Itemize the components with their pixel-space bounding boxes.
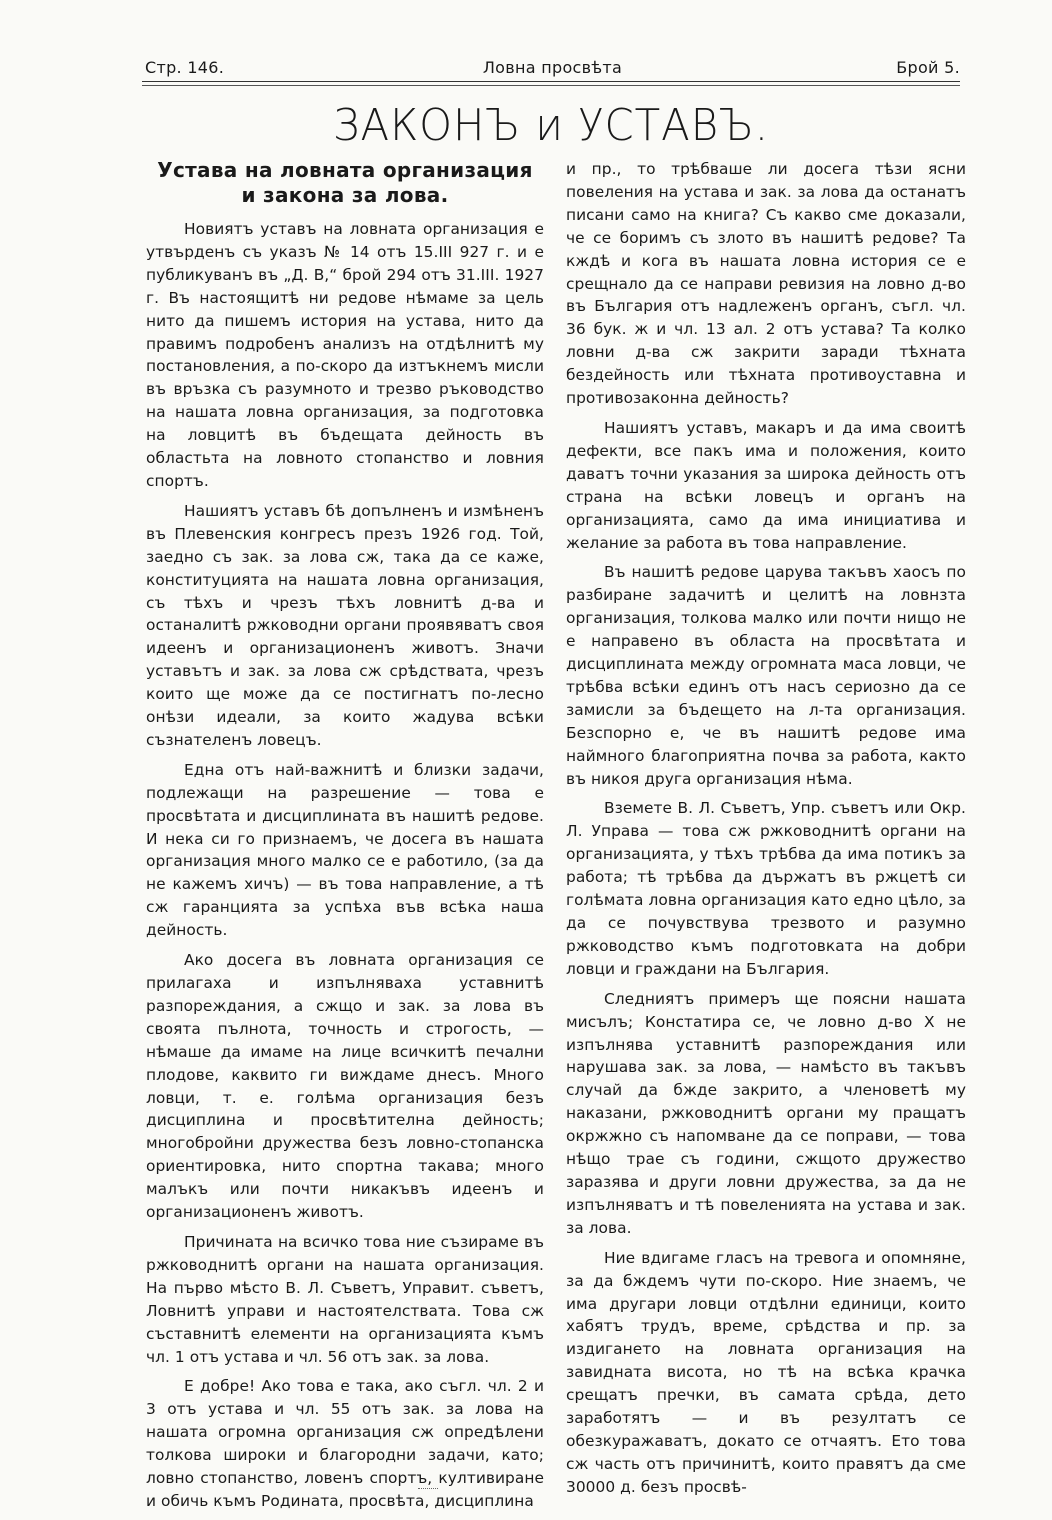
- paragraph: Причината на всичко това ние съзираме въ ржководнитѣ органи на нашата организация. На първо мѣсто В. Л. Съветъ, Управит. съветъ, Ловнитѣ управи и настоятелствата. Това сж съставнитѣ елементи на организацията къмъ чл. 1 отъ устава и чл. 56 отъ зак. за лова.: [146, 1232, 544, 1366]
- paragraph: Вземете В. Л. Съветъ, Упр. съветъ или Окр. Л. Управа — това сж ржководнитѣ органи на организацията, у тѣхъ трѣбва да има потикъ за работа; тѣ трѣбва да държатъ въ ржцетѣ си голѣмата ловна организация като едно цѣло, за да се почувствува трезвото и разумно ржководство къмъ подготовката на добри ловци и граждани на България.: [566, 799, 966, 978]
- article-subtitle: [146, 158, 544, 208]
- paragraph: Следниятъ примеръ ще поясни нашата мисълъ; Констатира се, че ловно д-во X не изпълнява уставнитѣ разпореждания или нарушава зак. за лова, — намѣсто въ такъвъ случай да бжде закрито, а членоветѣ му наказани, ржководнитѣ органи му пращатъ окржжно съ напомване да се поправи, — това нѣщо трае съ години, сжщото дружество заразява и други ловни дружества, за да не изпълняватъ и тѣ повеленията на устава и зак. за лова.: [566, 989, 966, 1237]
- article-subtitle-line-1: Устава на ловната организация: [157, 158, 533, 182]
- page-title: ЗАКОНЪ и УСТАВЪ.: [332, 100, 770, 151]
- running-header: [145, 58, 960, 82]
- left-column: [146, 158, 544, 1520]
- paragraph: Една отъ най-важнитѣ и близки задачи, подлежащи на разрешение — това е просвѣтата и дисциплината въ нашитѣ редове. И нека си го признаемъ, че досега въ нашата организация много малко се е работило, (за да не кажемъ хичъ) — въ това направление, а тѣ сж гаранцията за успѣха във всѣка наша дейность.: [146, 760, 544, 940]
- article-subtitle-line-2: и закона за лова.: [241, 183, 449, 207]
- page-number: Стр. 146.: [145, 58, 225, 77]
- paragraph: Нашиятъ уставъ, макаръ и да има своитѣ дефекти, все пакъ има и положения, които даватъ точни указания за широка дейность отъ страна на всѣки ловецъ и органъ на организацията, само да има инициатива и желание за работа въ това направление.: [566, 418, 966, 552]
- journal-name: Ловна просвѣта: [482, 58, 623, 77]
- paragraph: Е добре! Ако това е така, ако съгл. чл. 2 и 3 отъ устава и чл. 55 отъ зак. за лова на нашата огромна организация сж опредѣлени толкова широки и благородни задачи, като; ловно стопанство, ловенъ спортъ, култивиране и обичь къмъ Родината, просвѣта, дисциплина: [146, 1377, 544, 1510]
- paragraph: Нашиятъ уставъ бѣ допълненъ и измѣненъ въ Плевенския конгресъ презъ 1926 год. Той, заедно съ зак. за лова сж, така да се каже, конституцията на нашата ловна организация, съ тѣхъ и чрезъ тѣхъ ловнитѣ д-ва и останалитѣ ржководни органи проявяватъ своя идеенъ и организационенъ животъ. Значи уставътъ и зак. за лова сж срѣдствата, чрезъ които ще може да се постигнатъ по-лесно онѣзи идеали, за които жадува всѣки съзнателенъ ловецъ.: [146, 501, 544, 749]
- paragraph: Въ нашитѣ редове царува такъвъ хаосъ по разбиране задачитѣ и целитѣ на ловнзта организация, толкова малко или почти нищо не е направено въ областа на просвѣтата и дисциплината между огромната маса ловци, че трѣбва всѣки единъ отъ насъ сериозно да се замисли за бъдещето на л-та организация. Безспорно е, че въ нашитѣ редове има наймного благоприятна почва за работа, както въ никоя друга организация нѣма.: [566, 563, 966, 788]
- paragraph: и пр., то трѣбваше ли досега тѣзи ясни повеления на устава и зак. за лова да останатъ писани само на книга? Съ какво сме доказали, че се боримъ съ злото въ нашитѣ редове? Та кждѣ и кога въ нашата ловна история се е срещнало да се направи ревизия на ловно д-во въ България отъ надлеженъ органъ, съгл. чл. 36 бук. ж и чл. 13 ал. 2 отъ устава? Та колко ловни д-ва сж закрити заради тѣхната бездейность или тѣхната противоуставна и противозаконна дейность?: [566, 160, 966, 408]
- header-rule-top: [142, 81, 960, 82]
- right-column: [566, 158, 966, 1506]
- issue-number: Брой 5.: [896, 58, 960, 77]
- page-bottom-mark: [418, 1488, 438, 1489]
- header-rule-bottom: [142, 85, 960, 86]
- paragraph: Новиятъ уставъ на ловната организация е утвърденъ съ указъ № 14 отъ 15.III 927 г. и е публикуванъ въ „Д. В,“ брой 294 отъ 31.III. 1927 г. Въ настоящитѣ ни редове нѣмаме за цель нито да пишемъ история на устава, нито да правимъ подробенъ анализъ на отдѣлнитѣ му постановления, а по-скоро да изтъкнемъ мисли въ връзка съ разумното и трезво ръководство на нашата ловна организация, за подготовка на ловцитѣ въ бъдещата дейность въ областьта на ловното стопанство и ловния спортъ.: [146, 220, 544, 490]
- paragraph: Ако досега въ ловната организация се прилагаха и изпълняваха уставнитѣ разпореждания, а сжщо и зак. за лова въ своята пълнота, точность и строгость, — нѣмаше да имаме на лице всичкитѣ печални плодове, каквито ги виждаме днесъ. Много ловци, т. е. голѣма организация безъ дисциплина и просвѣтителна дейность; многобройни дружества безъ ловно-стопанска ориентировка, нито спортна такава; много малъкъ или почти никакъвъ идеенъ и организационенъ животъ.: [146, 951, 544, 1222]
- paragraph: Ние вдигаме гласъ на тревога и опомняне, за да бждемъ чути по-скоро. Ние знаемъ, че има другари ловци отдѣлни единици, които хабятъ трудъ, време, срѣдства и пр. за издигането на ловната организация на завидната висота, но тѣ на всѣка крачка срещатъ пречки, въ самата срѣда, дето заработятъ — и въ резултатъ се обезкуражаватъ, докато се отчаятъ. Ето това сж часть отъ причинитѣ, които правятъ да сме 30000 д. безъ просвѣ-: [566, 1248, 966, 1496]
